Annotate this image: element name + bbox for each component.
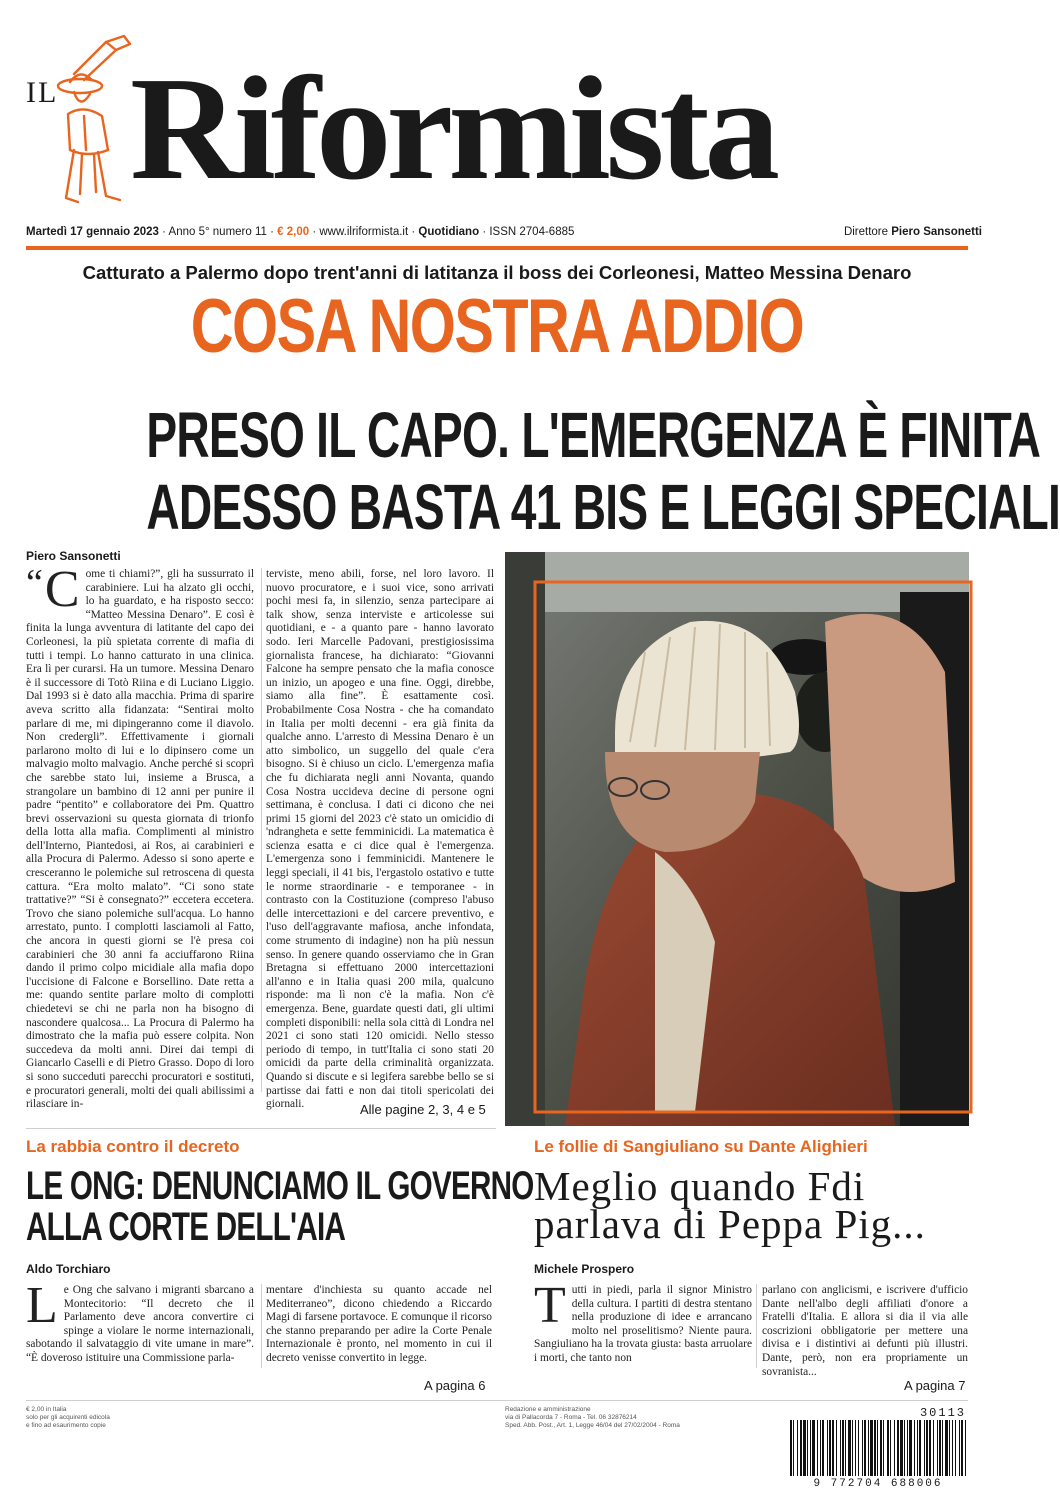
- dateline: Martedì 17 gennaio 2023 · Anno 5° numero 11 · € 2,00 · www.ilriformista.it · Quotidiano · ISSN 2704-6885: [26, 226, 575, 238]
- ong-page-ref[interactable]: A pagina 6: [424, 1378, 486, 1393]
- issue-price: € 2,00: [277, 226, 310, 238]
- dante-headline-2[interactable]: parlava di Peppa Pig...: [534, 1201, 926, 1247]
- ong-dropcap: L: [26, 1277, 58, 1334]
- issue-number: Anno 5° numero 11: [168, 226, 267, 238]
- ong-kicker: La rabbia contro il decreto: [26, 1137, 240, 1156]
- footer-price-line-1: € 2,00 in Italia: [26, 1406, 67, 1413]
- ong-col2-text: mentare d'inchiesta su quanto accade nel Mediterraneo”, dicono chiedendo a Riccardo Magi di farsene portavoce. E comunque il ricorso che stanno preparando per adire la Corte Penale Internazionale è pronto, nel momento in cui il decreto venisse convertito in legge.: [266, 1284, 492, 1364]
- masthead-il: IL: [26, 76, 59, 109]
- dante-column-1: [534, 1277, 752, 1374]
- arrest-photo: [505, 552, 969, 1126]
- masthead-title: Riformista: [130, 47, 775, 211]
- dante-col2-text: parlano con anglicismi, e iscrivere d'ufficio Dante nell'albo degli affiliati d'onore a Fratelli d'Italia. E allora si dia il via alle coscrizioni obbligatorie per mettere una divisa e i distintivi ai defunti più illustri. Dante, però, non era propriamente un sovranista...: [762, 1284, 968, 1378]
- top-story-lead: ome ti chiami?”, gli ha sussurrato il carabiniere. Lui ha alzato gli occhi, lo ha guardato, e ha risposto secco: “Matteo Messina Denaro”.: [85, 568, 254, 621]
- footer-editorial-info: [505, 1406, 680, 1430]
- ong-col1-text: e Ong che salvano i migranti sbarcano a Montecitorio: “Il decreto che il Parlamento deve ancora convertire ci spinge a violare le norme internazionali, sabotando il salvataggio di vite umane in mare”. “È doveroso istituire una Commissione parla-: [26, 1284, 254, 1364]
- masthead-rule: [26, 246, 968, 250]
- issn: ISSN 2704-6885: [489, 226, 575, 238]
- top-story-column-1: [26, 561, 254, 1111]
- top-story-page-ref[interactable]: Alle pagine 2, 3, 4 e 5: [360, 1102, 486, 1117]
- ong-byline: Aldo Torchiaro: [26, 1262, 111, 1276]
- website-link[interactable]: www.ilriformista.it: [319, 226, 409, 238]
- column-divider: [261, 568, 262, 1092]
- ong-column-2: [266, 1284, 492, 1374]
- top-story-headline[interactable]: COSA NOSTRA ADDIO: [190, 284, 804, 369]
- top-story-dropcap: C: [44, 561, 80, 618]
- column-divider: [261, 1284, 262, 1368]
- footer-editorial-line-2: via di Pallacorda 7 - Roma - Tel. 06 32876214: [505, 1414, 637, 1421]
- ong-column-1: [26, 1277, 254, 1374]
- barcode-issue-code: 30113: [919, 1406, 966, 1420]
- ong-headline-1[interactable]: LE ONG: DENUNCIAMO IL GOVERNO: [26, 1164, 534, 1208]
- barcode-icon: [790, 1420, 966, 1476]
- section-rule-left: [26, 1128, 496, 1129]
- top-story-col1-text: E così è finita la lunga avventura di latitante del capo dei Corleonesi, la più spietata corrente di mafia di tutti i tempi. Lo hanno catturato in una clinica. Era lì per curarsi. Ha un tumore. Messina Denaro è il successore di Totò Riina e di Luciano Liggio. Dal 1993 si è dato alla macchia. Prima di sparire aveva scritto alla fidanzata: “Sentirai molto parlare di me, mi dipingeranno come il diavolo. Non credergli”. Effettivamente i giornali parlarono molto di lui e lo dipinsero come un malvagio molto malvagio. Anche perché si scoprì che sarebbe stato lui, insieme a Brusca, a strangolare un bambino di 12 anni per punire il padre “pentito” e collaboratore dei Pm. Quattro brevi osservazioni su questa giornata di trionfo della lotta alla mafia. Complimenti al ministro dell'Interno, Piantedosi, ai Ros, ai carabinieri e alla Procura di Palermo. Adesso si sono aperte e cresceranno le polemiche sul retroscena di questa cattura. “Era molto malato”. “Ci sono state trattative?” “Si è consegnato?” eccetera eccetera. Trovo che siano polemiche sull'acqua. Lo hanno arrestato, punto. I complotti lasciamoli al Fatto, che ancora in questi giorni se l'è presa coi carabinieri che 30 anni fa acciuffarono Riina dando il primo colpo micidiale alla mafia dopo l'uccisione di Falcone e Borsellino. Date retta a me: quando sentite parlare molto di complotti chiedetevi se chi ne parla non ha bisogno di nascondere qualcosa... La Procura di Palermo ha dimostrato che la mafia può essere colpita. Non succedeva da molti anni. Direi dai tempi di Giancarlo Caselli e di Pietro Grasso. Dopo di loro si sono succeduti parecchi procuratori e sostituti, e procuratori generali, molti dei quali abilissimi a rilasciare in-: [26, 608, 254, 1111]
- footer-editorial-line-3: Sped. Abb. Post., Art. 1, Legge 46/04 del 27/02/2004 - Roma: [505, 1422, 680, 1429]
- top-story-byline: Piero Sansonetti: [26, 549, 121, 563]
- dante-kicker: Le follie di Sangiuliano su Dante Alighieri: [534, 1137, 868, 1156]
- quote-mark: “: [26, 562, 43, 604]
- column-divider: [756, 1284, 757, 1368]
- trumpeter-logo-icon: [44, 34, 136, 210]
- dante-byline: Michele Prospero: [534, 1262, 635, 1276]
- footer-editorial-line-1: Redazione e amministrazione: [505, 1406, 591, 1413]
- dante-headline-1[interactable]: Meglio quando Fdi: [534, 1163, 866, 1209]
- barcode-number: 9 772704 688006: [813, 1478, 943, 1490]
- dante-column-2: [762, 1284, 968, 1378]
- dante-col1-text: utti in piedi, parla il signor Ministro della cultura. I partiti di destra stentano nella produzione di idee e arrancano molto nel proselitismo? Niente paura. Sangiuliano ha la trovata giusta: basta arruolare i morti, che tanto non: [534, 1284, 752, 1364]
- director: [844, 226, 982, 238]
- barcode: [790, 1406, 966, 1494]
- issue-date: Martedì 17 gennaio 2023: [26, 226, 159, 238]
- ong-headline-2[interactable]: ALLA CORTE DELL'AIA: [26, 1205, 346, 1249]
- dante-dropcap: T: [534, 1277, 566, 1334]
- director-label: Direttore: [843, 226, 889, 238]
- top-story-col2-text: terviste, meno abili, forse, nel loro lavoro. Il nuovo procuratore, e i suoi vice, sono arrivati pochi mesi fa, in silenzio, senza partecipare ai talk show, senza interviste e articolesse sui quotidiani, e - a quanto pare - hanno lavorato sodo. Ieri Marcelle Padovani, prestigiosissima giornalista francese, ha dichiarato: “Giovanni Falcone ha sempre pensato che la mafia conosce un inizio, un apogeo e una fine. Oggi, direbbe, siamo alla fine”. È esattamente così. Probabilmente Cosa Nostra - che ha comandato in Italia per molti decenni - era già finita da qualche anno. L'arresto di Messina Denaro è un atto simbolico, un suggello del quale c'era bisogno. Si è chiuso un ciclo. L'emergenza mafia che fu dichiarata negli anni Novanta, quando Cosa Nostra uccideva decine di persone ogni settimana, è conclusa. I dati ci dicono che nei primi 15 giorni del 2023 c'è stato un omicidio di 'ndrangheta e sette femminicidi. La matematica è scienza esatta e ci dice qual è l'emergenza. L'emergenza sono i femminicidi. Mantenere le leggi speciali, il 41 bis, l'ergastolo ostativo e tutte le norme straordinarie - e temporanee - in contrasto con la Costituzione (compreso l'abuso delle intercettazioni e del carcere preventivo, e l'uso dell'aggravante mafiosa, anche infondata, come strumento di indagine) non ha più nessun senso. In genere quando osserviamo che in Gran Bretagna si effettuano 2000 intercettazioni all'anno e in Italia quasi 200 mila, qualcuno risponde: ma lì non c'è la mafia. Non c'è emergenza. Bene, guardate questi dati, gli ultimi completi disponibili: nella sola città di Londra nel 2021 ci sono stati 120 omicidi. Nello stesso periodo di tempo, in tutt'Italia ci sono stati 20 omicidi da parte della criminalità organizzata. Quando si discute e si legifera sarebbe bello se si partisse dai fatti e non dai titoli spericolati dei giornali.: [266, 568, 494, 1111]
- footer-price-line-2: solo per gli acquirenti edicola: [26, 1414, 110, 1421]
- top-story-kicker: Catturato a Palermo dopo trent'anni di latitanza il boss dei Corleonesi, Matteo Messina Denaro: [82, 262, 912, 283]
- top-story-subhead-2[interactable]: ADESSO BASTA 41 BIS E LEGGI SPECIALI: [146, 471, 1060, 543]
- dante-page-ref[interactable]: A pagina 7: [904, 1378, 966, 1393]
- top-story-subhead-1[interactable]: PRESO IL CAPO. L'EMERGENZA È FINITA: [146, 399, 1041, 471]
- director-name: Piero Sansonetti: [891, 226, 982, 238]
- frequency: Quotidiano: [418, 226, 480, 238]
- footer-rule: [26, 1400, 968, 1401]
- footer-price-line-3: e fino ad esaurimento copie: [26, 1422, 106, 1429]
- footer-price-info: [26, 1406, 110, 1430]
